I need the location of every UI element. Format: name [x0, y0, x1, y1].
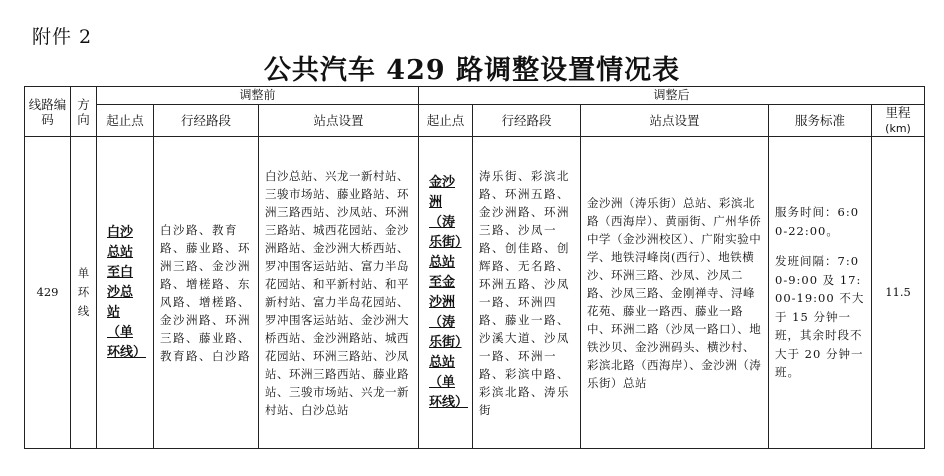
header-route-code: 线路编码: [25, 87, 71, 137]
cell-after-route-path: 涛乐街、彩滨北路、环洲五路、金沙洲路、环洲三路、沙凤一路、创佳路、创辉路、无名路、环洲五路、沙凤一路、环洲四路、藤业一路、沙溪大道、沙凤一路、环洲一路、彩滨中路、彩滨北路、涛乐街: [473, 137, 581, 449]
cell-mileage: 11.5: [872, 137, 925, 449]
table-row: [25, 137, 925, 449]
cell-after-endpoints: 金沙洲（涛乐街）总站至金沙洲（涛乐街）总站（单环线）: [419, 137, 473, 449]
service-interval: 发班间隔：7:00-9:00 及 17:00-19:00 不大于 15 分钟一班，其余时段不大于 20 分钟一班。: [775, 254, 865, 380]
header-before-stops: 站点设置: [259, 105, 419, 137]
header-after-group: 调整后: [419, 87, 925, 105]
route-adjustment-table: [24, 86, 925, 449]
header-mileage-label: 里程: [885, 105, 911, 120]
cell-route-code: 429: [25, 137, 71, 449]
page-title: 公共汽车 429 路调整设置情况表: [263, 55, 681, 86]
cell-direction: 单环线: [71, 137, 97, 449]
header-mileage-unit: (km): [885, 122, 911, 135]
cell-before-route-path: 白沙路、教育路、藤业路、环洲三路、金沙洲路、增槎路、东风路、增槎路、金沙洲路、环洲三路、藤业路、教育路、白沙路: [154, 137, 259, 449]
header-mileage: [872, 105, 925, 137]
header-before-endpoints: 起止点: [97, 105, 154, 137]
attachment-label: 附件 2: [32, 26, 93, 48]
header-after-route-path: 行经路段: [473, 105, 581, 137]
header-after-stops: 站点设置: [581, 105, 769, 137]
header-before-route-path: 行经路段: [154, 105, 259, 137]
header-after-endpoints: 起止点: [419, 105, 473, 137]
cell-service-standard: [769, 137, 872, 449]
service-hours: 服务时间：6:00-22:00。: [775, 205, 860, 238]
cell-before-endpoints: 白沙总站至白沙总站（单环线）: [97, 137, 154, 449]
header-direction: 方向: [71, 87, 97, 137]
cell-before-stops: 白沙总站、兴龙一新村站、三骏市场站、藤业路站、环洲三路西站、沙凤站、环洲三路站、城西花园站、金沙洲路站、金沙洲大桥西站、罗冲围客运站站、富力半岛花园站、和平新村站、和平新村站、富力半岛花园站、罗冲围客运站站、金沙洲大桥西站、金沙洲路站、城西花园站、环洲三路站、沙凤站、环洲三路西站、藤业路站、三骏市场站、兴龙一新村站、白沙总站: [259, 137, 419, 449]
header-service-standard: 服务标准: [769, 105, 872, 137]
header-before-group: 调整前: [97, 87, 419, 105]
cell-after-stops: 金沙洲（涛乐街）总站、彩滨北路（西海岸）、黄丽街、广州华侨中学（金沙洲校区）、广附实验中学、地铁浔峰岗(西行）、地铁横沙、环洲三路、沙凤、沙凤二路、沙凤三路、金刚禅寺、浔峰花苑、藤业一路西、藤业一路中、环洲二路（沙凤一路口）、地铁沙贝、金沙洲码头、横沙村、彩滨北路（西海岸）、金沙洲（涛乐街）总站: [581, 137, 769, 449]
